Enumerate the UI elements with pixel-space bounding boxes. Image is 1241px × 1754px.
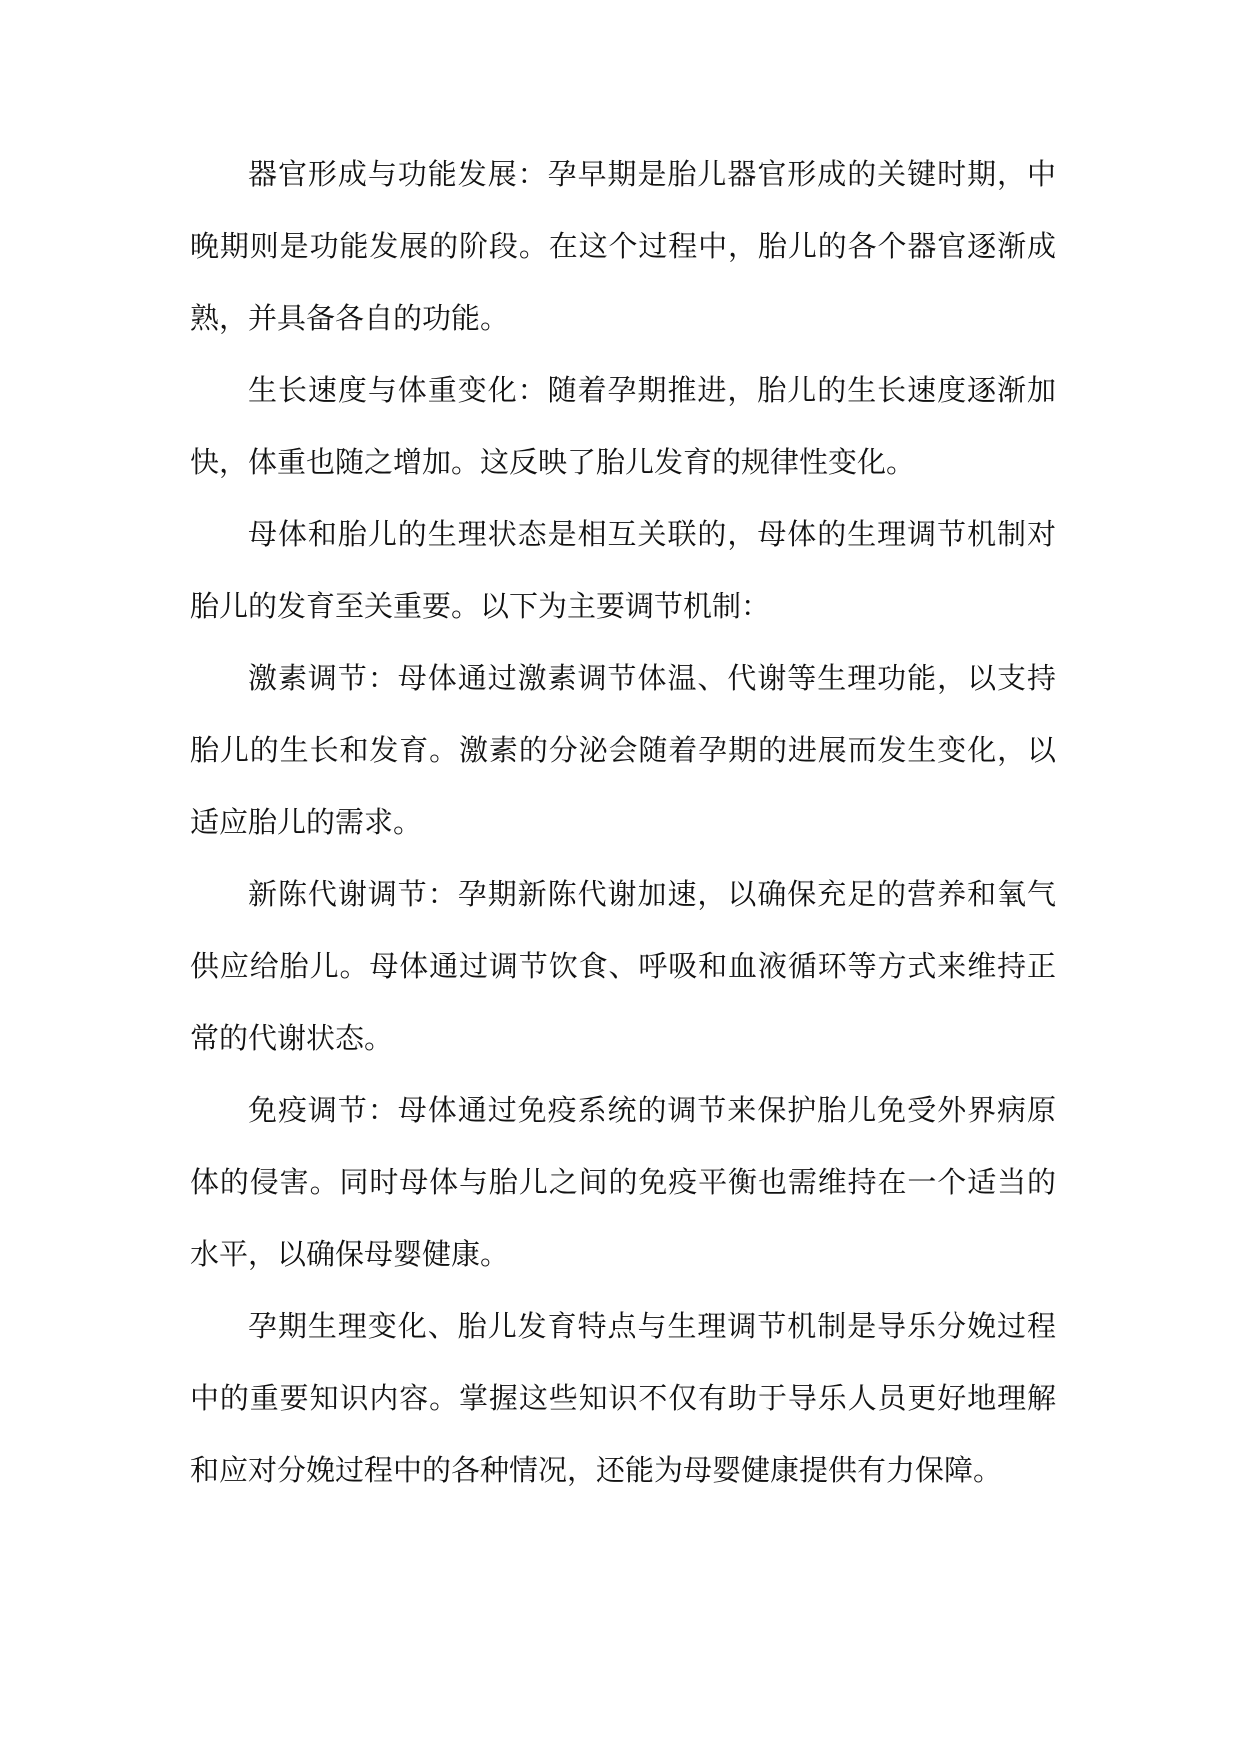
paragraph-hormone-regulation: 激素调节：母体通过激素调节体温、代谢等生理功能，以支持胎儿的生长和发育。激素的分泌会随着孕期的进展而发生变化，以适应胎儿的需求。 (190, 661, 1056, 839)
document-body (190, 138, 1056, 1506)
paragraph-metabolism-regulation: 新陈代谢调节：孕期新陈代谢加速，以确保充足的营养和氧气供应给胎儿。母体通过调节饮食、呼吸和血液循环等方式来维持正常的代谢状态。 (190, 877, 1056, 1055)
paragraph-organ-formation: 器官形成与功能发展：孕早期是胎儿器官形成的关键时期，中晚期则是功能发展的阶段。在这个过程中，胎儿的各个器官逐渐成熟，并具备各自的功能。 (190, 157, 1056, 335)
paragraph-conclusion: 孕期生理变化、胎儿发育特点与生理调节机制是导乐分娩过程中的重要知识内容。掌握这些知识不仅有助于导乐人员更好地理解和应对分娩过程中的各种情况，还能为母婴健康提供有力保障。 (190, 1309, 1056, 1487)
paragraph-regulation-intro: 母体和胎儿的生理状态是相互关联的，母体的生理调节机制对胎儿的发育至关重要。以下为主要调节机制： (190, 517, 1056, 623)
paragraph-growth-weight: 生长速度与体重变化：随着孕期推进，胎儿的生长速度逐渐加快，体重也随之增加。这反映了胎儿发育的规律性变化。 (190, 373, 1056, 479)
paragraph-immune-regulation: 免疫调节：母体通过免疫系统的调节来保护胎儿免受外界病原体的侵害。同时母体与胎儿之间的免疫平衡也需维持在一个适当的水平，以确保母婴健康。 (190, 1093, 1056, 1271)
